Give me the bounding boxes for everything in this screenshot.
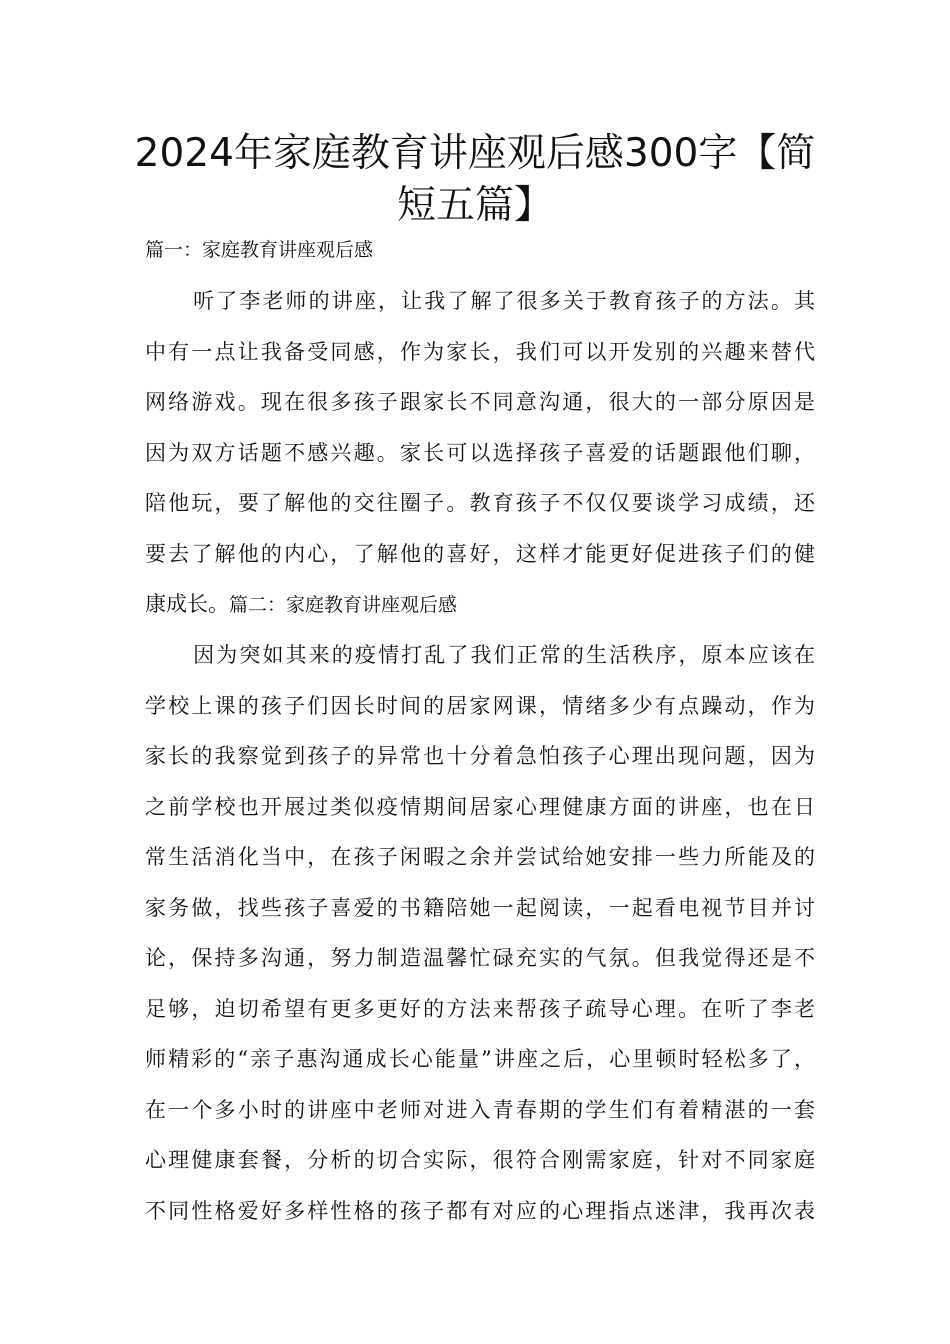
paragraph-line: 学校上课的孩子们因长时间的居家网课，情绪多少有点躁动，作为 — [145, 693, 815, 718]
paragraph-line: 常生活消化当中，在孩子闲暇之余并尝试给她安排一些力所能及的 — [145, 845, 815, 869]
paragraph-line: 师精彩的“亲子惠沟通成长心能量”讲座之后，心里顿时轻松多了， — [145, 1047, 815, 1071]
title-line-2: 短五篇】 — [396, 183, 553, 228]
section-heading-2: 篇二：家庭教育讲座观后感 — [229, 594, 458, 616]
document-title — [120, 128, 830, 232]
paragraph-line: 听了李老师的讲座，让我了解了很多关于教育孩子的方法。其 — [191, 289, 815, 313]
paragraph-line: 家长的我察觉到孩子的异常也十分着急怕孩子心理出现问题，因为 — [145, 744, 815, 768]
paragraph-line: 因为突如其来的疫情打乱了我们正常的生活秩序，原本应该在 — [191, 643, 815, 667]
title-line-1: 2024年家庭教育讲座观后感300字【简 — [134, 131, 816, 176]
paragraph-line: 网络游戏。现在很多孩子跟家长不同意沟通，很大的一部分原因是 — [145, 390, 815, 414]
paragraph-line: 心理健康套餐，分析的切合实际，很符合刚需家庭，针对不同家庭 — [145, 1148, 815, 1172]
paragraph-line: 不同性格爱好多样性格的孩子都有对应的心理指点迷津，我再次表 — [145, 1198, 815, 1223]
paragraph-line: 家务做，找些孩子喜爱的书籍陪她一起阅读，一起看电视节目并讨 — [145, 895, 815, 920]
section-heading-1: 篇一：家庭教育讲座观后感 — [145, 239, 374, 261]
paragraph-line: 论，保持多沟通，努力制造温馨忙碌充实的气氛。但我觉得还是不 — [145, 946, 815, 970]
paragraph-2 — [145, 630, 815, 1236]
paragraph-line: 足够，迫切希望有更多更好的方法来帮孩子疏导心理。在听了李老 — [145, 996, 815, 1021]
paragraph-line: 因为双方话题不感兴趣。家长可以选择孩子喜爱的话题跟他们聊， — [145, 440, 815, 465]
paragraph-line: 在一个多小时的讲座中老师对进入青春期的学生们有着精湛的一套 — [145, 1097, 815, 1122]
paragraph-1 — [145, 276, 815, 630]
paragraph-line: 陪他玩，要了解他的交往圈子。教育孩子不仅仅要谈学习成绩，还 — [145, 491, 815, 515]
paragraph-line: 中有一点让我备受同感，作为家长，我们可以开发别的兴趣来替代 — [145, 339, 815, 364]
paragraph-line: 要去了解他的内心，了解他的喜好，这样才能更好促进孩子们的健 — [145, 541, 815, 566]
paragraph-line: 康成长。篇二：家庭教育讲座观后感 — [145, 592, 458, 616]
paragraph-line: 之前学校也开展过类似疫情期间居家心理健康方面的讲座，也在日 — [145, 794, 815, 819]
